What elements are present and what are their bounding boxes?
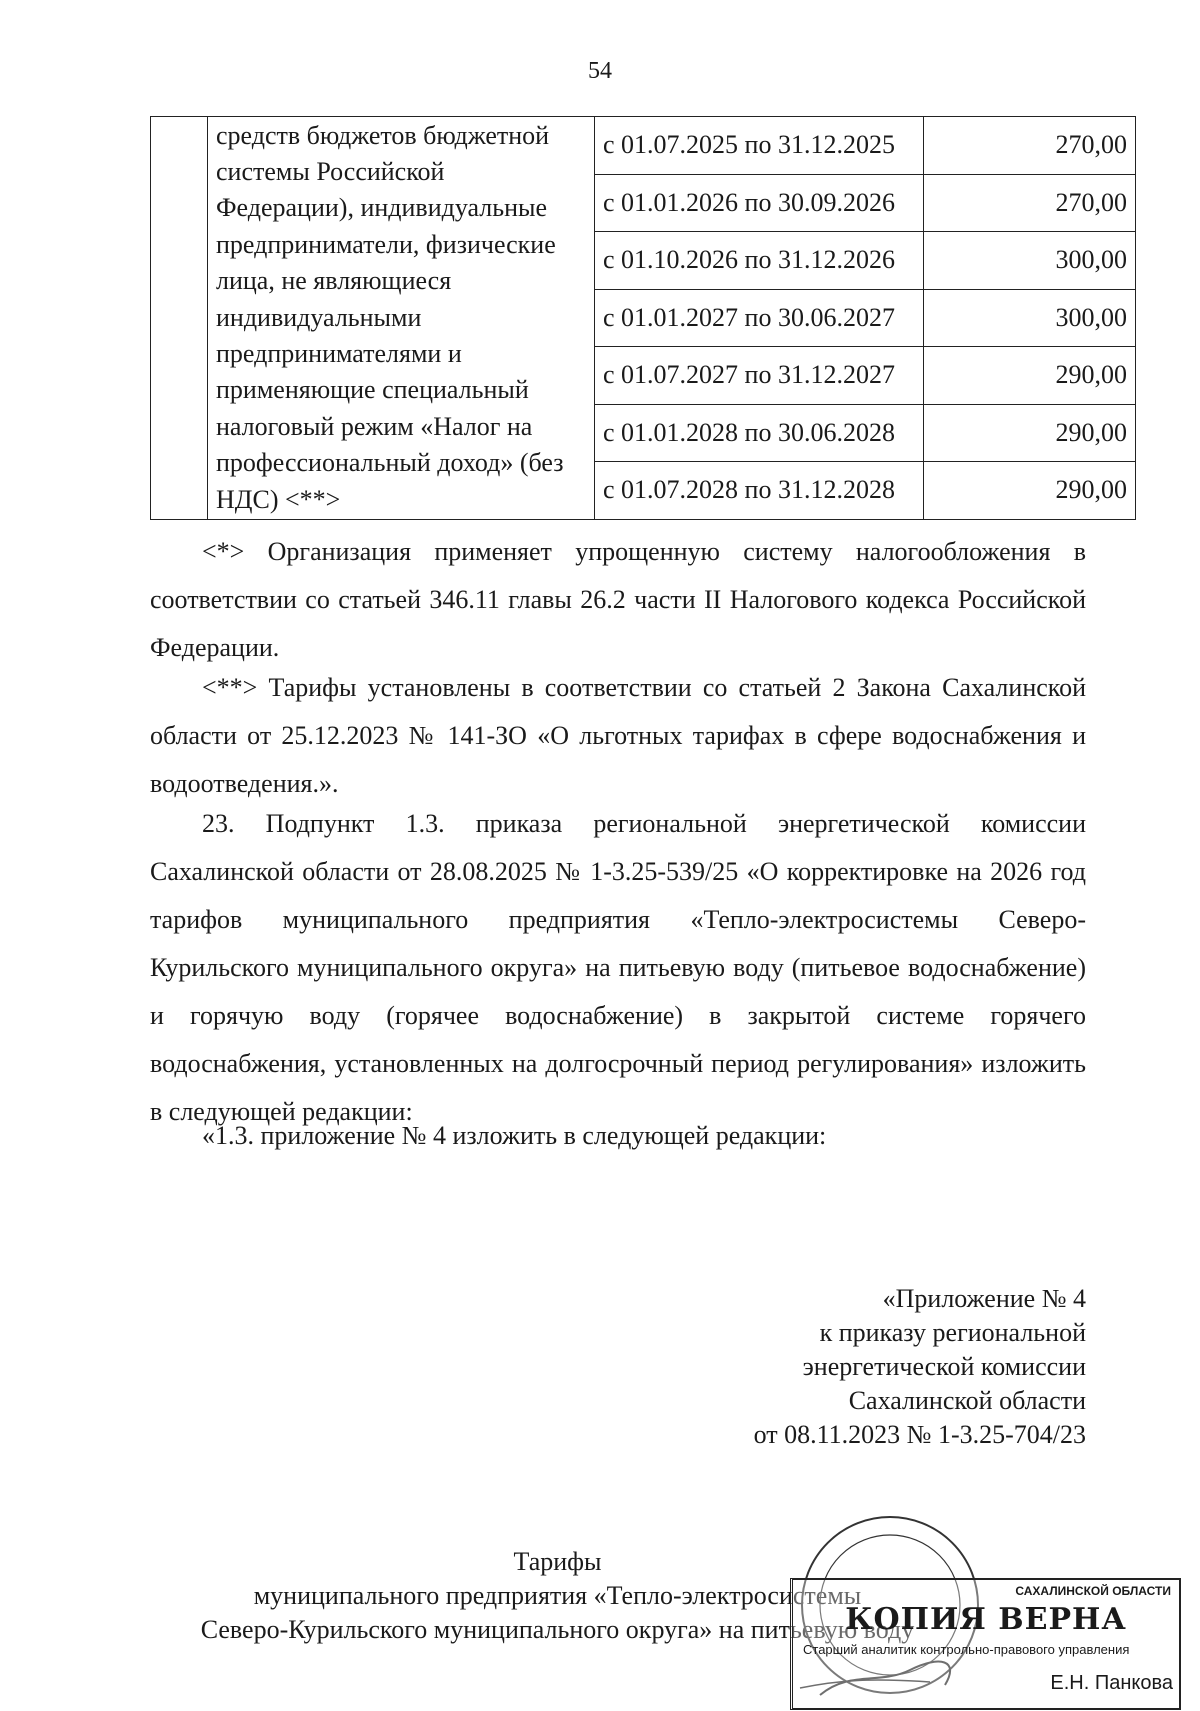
title-line: муниципального предприятия «Тепло-электросистемы xyxy=(253,1581,862,1610)
consumer-category-cell xyxy=(208,117,595,520)
period-cell: с 01.01.2027 по 30.06.2027 xyxy=(595,289,924,347)
subitem-1-3: «1.3. приложение № 4 изложить в следующей редакции: xyxy=(202,1121,827,1150)
appendix-line: «Приложение № 4 xyxy=(882,1284,1086,1313)
category-line: применяющие специальный xyxy=(216,375,529,405)
period-cell: с 01.10.2026 по 31.12.2026 xyxy=(595,232,924,290)
period-cell: с 01.07.2028 по 31.12.2028 xyxy=(595,462,924,520)
tariff-value-cell: 290,00 xyxy=(924,462,1136,520)
title-line: Тарифы xyxy=(513,1547,602,1576)
tariff-value-cell: 300,00 xyxy=(924,232,1136,290)
footnote-1: <*> Организация применяет упрощенную систему налогообложения в соответствии со статьей 346.11 главы 26.2 части II Налогового кодекса Российской Федерации. xyxy=(150,537,1086,662)
period-cell: с 01.01.2028 по 30.06.2028 xyxy=(595,404,924,462)
title-line: Северо-Курильского муниципального округа» на питьевую воду xyxy=(200,1615,915,1644)
tariff-value-cell: 290,00 xyxy=(924,347,1136,405)
category-line: лица, не являющиеся xyxy=(216,266,452,296)
period-cell: с 01.07.2025 по 31.12.2025 xyxy=(595,117,924,175)
copy-certified-box xyxy=(790,1578,1181,1710)
item-23-paragraph: 23. Подпункт 1.3. приказа региональной энергетической комиссии Сахалинской области от 28.08.2025 № 1-3.25-539/25 «О корректировке на 2026 год тарифов муниципального предприятия «Тепло-электросистемы Северо-Курильского муниципального округа» на питьевую воду (питьевое водоснабжение) и горячую воду (горячее водоснабжение) в закрытой системе горячего водоснабжения, установленных на долгосрочный период регулирования» изложить в следующей редакции: xyxy=(150,809,1086,1126)
category-line: индивидуальными xyxy=(216,302,422,332)
category-line: профессиональный доход» (без xyxy=(216,448,564,478)
certification-stamp xyxy=(770,1510,1190,1710)
stamp-position: Старший аналитик контрольно-правового управления xyxy=(803,1642,1130,1657)
category-line: предприниматели, физические xyxy=(216,229,556,259)
footnote-2: <**> Тарифы установлены в соответствии со статьей 2 Закона Сахалинской области от 25.12.2023 № 141-ЗО «О льготных тарифах в сфере водоснабжения и водоотведения.». xyxy=(150,673,1086,798)
category-line: НДС) <**> xyxy=(216,484,341,514)
category-line: предпринимателями и xyxy=(216,338,462,368)
category-line: средств бюджетов бюджетной xyxy=(216,120,550,150)
appendix-line: к приказу региональной xyxy=(819,1318,1086,1347)
appendix-line: от 08.11.2023 № 1-3.25-704/23 xyxy=(753,1420,1086,1449)
stamp-name: Е.Н. Панкова xyxy=(1050,1672,1173,1694)
stamp-title: КОПИЯ ВЕРНА xyxy=(845,1602,1127,1637)
tariff-value-cell: 300,00 xyxy=(924,289,1136,347)
appendix-line: Сахалинской области xyxy=(848,1386,1086,1415)
category-line: налоговый режим «Налог на xyxy=(216,411,533,441)
page-number: 54 xyxy=(588,58,612,84)
appendix-reference xyxy=(754,1282,1086,1452)
tariff-table xyxy=(150,116,1136,520)
tariff-value-cell: 270,00 xyxy=(924,174,1136,232)
table-row xyxy=(151,117,1136,175)
stamp-org: САХАЛИНСКОЙ ОБЛАСТИ xyxy=(1015,1584,1171,1598)
period-cell: с 01.01.2026 по 30.09.2026 xyxy=(595,174,924,232)
tariff-value-cell: 290,00 xyxy=(924,404,1136,462)
period-cell: с 01.07.2027 по 31.12.2027 xyxy=(595,347,924,405)
tariff-value-cell: 270,00 xyxy=(924,117,1136,175)
row-number-cell xyxy=(151,117,208,520)
category-line: Федерации), индивидуальные xyxy=(216,193,548,223)
appendix-line: энергетической комиссии xyxy=(802,1352,1086,1381)
category-line: системы Российской xyxy=(216,156,445,186)
